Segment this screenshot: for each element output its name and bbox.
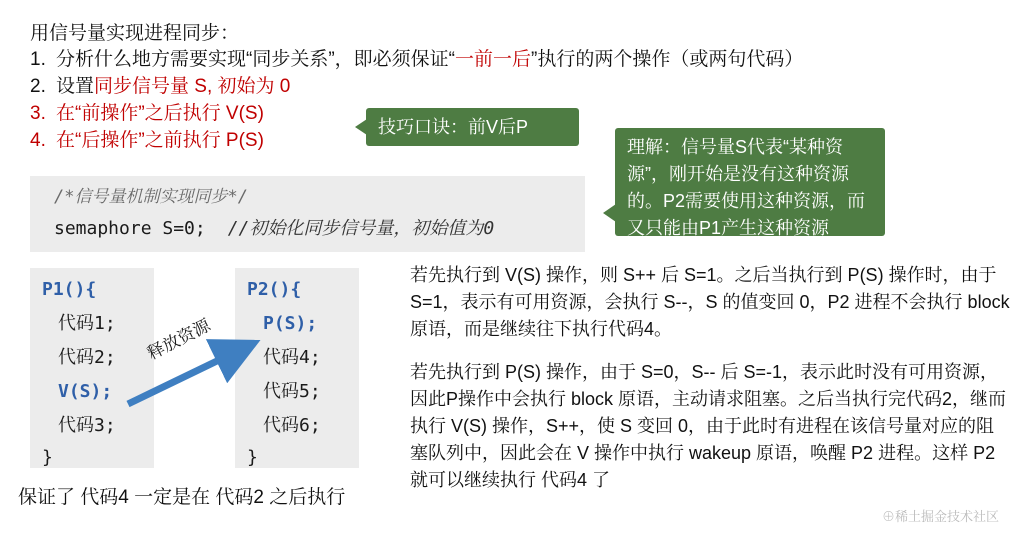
list-item-text: 设置同步信号量 S, 初始为 0 xyxy=(56,76,291,97)
callout-understanding: 理解：信号量S代表“某种资源”，刚开始是没有这种资源的。P2需要使用这种资源，而又只能由P1产生这种资源 xyxy=(615,128,885,236)
inline-highlight: 同步信号量 S, 初始为 0 xyxy=(94,76,291,97)
code-line xyxy=(54,214,494,240)
list-item-text: 在“前操作”之后执行 V(S) xyxy=(56,103,264,124)
p1-line-4: 代码3; xyxy=(58,415,116,436)
bottom-note: 保证了 代码4 一定是在 代码2 之后执行 xyxy=(18,487,346,508)
callout-tip: 技巧口诀：前V后P xyxy=(366,108,579,146)
arrow-label: 释放资源 xyxy=(144,315,214,364)
p1-line-3-v-operation: V(S); xyxy=(58,381,113,402)
code-comment: /*信号量机制实现同步*/ xyxy=(54,187,248,207)
list-item-number: 2. xyxy=(30,76,46,97)
explanation-paragraph-1: 若先执行到 V(S) 操作，则 S++ 后 S=1。之后当执行到 P(S) 操作时，由于 S=1，表示有可用资源，会执行 S--，S 的值变回 0，P2 进程不会执行 block 原语，而是继续往下执行代码4。 xyxy=(410,265,1010,339)
p2-header: P2(){ xyxy=(247,279,302,300)
p1-header: P1(){ xyxy=(42,279,97,300)
code-statement: semaphore S=0; xyxy=(54,218,206,239)
list-item xyxy=(30,46,1005,73)
p2-footer: } xyxy=(247,447,258,468)
p2-line-3: 代码5; xyxy=(263,381,321,402)
explanation-paragraph-2: 若先执行到 P(S) 操作，由于 S=0，S-- 后 S=-1，表示此时没有可用资源，因此P操作中会执行 block 原语，主动请求阻塞。之后当执行完代码2，继而执行 V(S) 操作，S++，使 S 变回 0，由于此时有进程在该信号量对应的阻塞队列中，因此会在 V 操作中执行 wakeup 原语，唤醒 P2 进程。这样 P2 就可以继续执行 代码4 了 xyxy=(410,362,1007,490)
list-item xyxy=(30,73,1005,100)
list-item-number: 1. xyxy=(30,49,46,70)
p2-line-4: 代码6; xyxy=(263,415,321,436)
semaphore-code-block xyxy=(30,176,585,252)
explanation-text xyxy=(410,262,1010,510)
release-resource-arrow-group xyxy=(120,315,280,420)
p1-line-1: 代码1; xyxy=(58,313,116,334)
list-item-text: 在“后操作”之前执行 P(S) xyxy=(56,130,264,151)
p2-line-2: 代码4; xyxy=(263,347,321,368)
list-item-text: 分析什么地方需要实现“同步关系”，即必须保证“一前一后”执行的两个操作（或两句代码） xyxy=(56,49,804,70)
page-title: 用信号量实现进程同步： xyxy=(30,23,240,44)
p1-line-2: 代码2; xyxy=(58,347,116,368)
list-item-number: 3. xyxy=(30,103,46,124)
p2-line-1-p-operation: P(S); xyxy=(263,313,318,334)
p1-footer: } xyxy=(42,447,53,468)
watermark: ⊕稀土掘金技术社区 xyxy=(881,509,999,524)
code-inline-comment: //初始化同步信号量，初始值为0 xyxy=(227,218,495,239)
list-item-number: 4. xyxy=(30,130,46,151)
inline-highlight: 一前一后 xyxy=(454,49,531,70)
